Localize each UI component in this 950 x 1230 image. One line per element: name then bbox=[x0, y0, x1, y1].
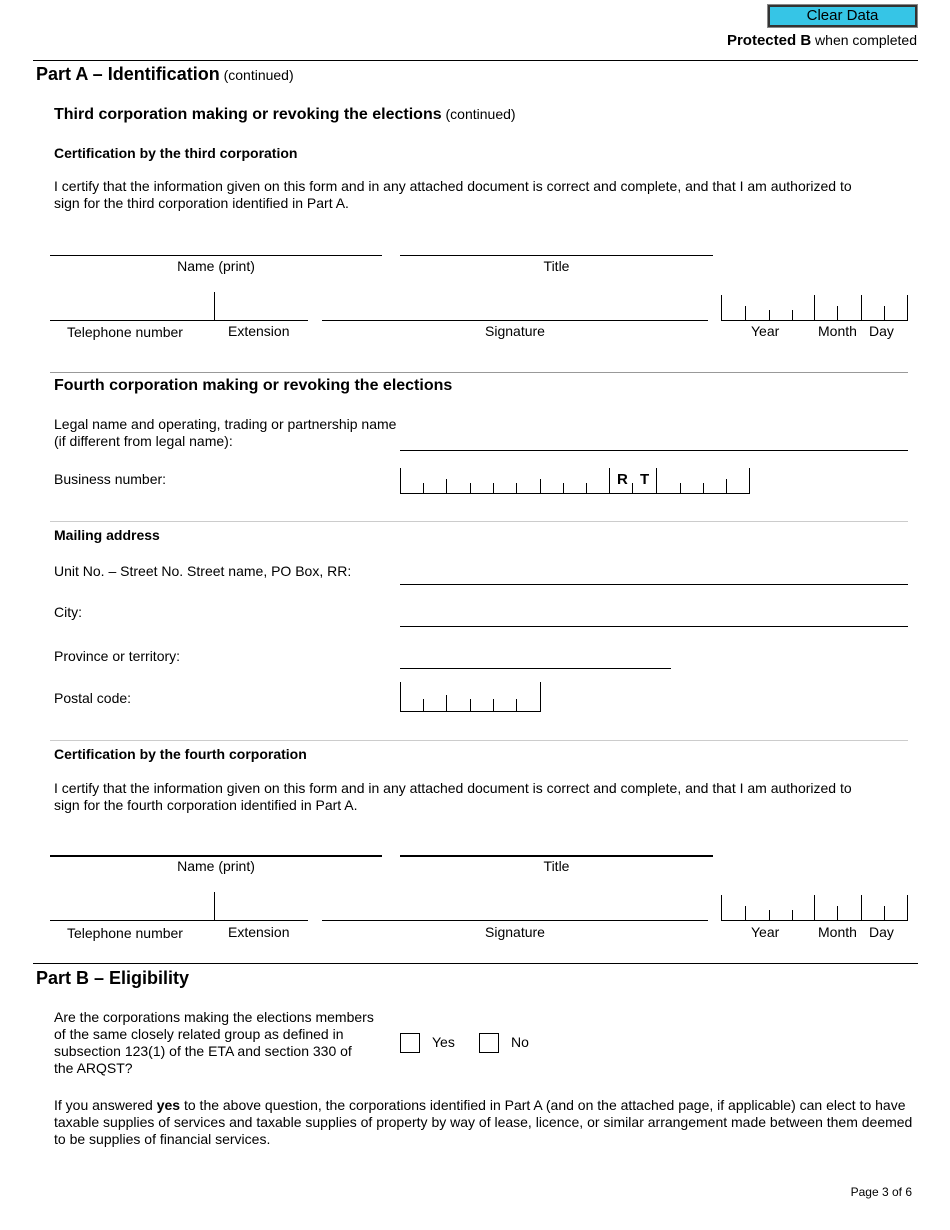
third-name-label: Name (print) bbox=[177, 258, 255, 274]
cert-divider bbox=[50, 740, 908, 741]
postal-code-label: Postal code: bbox=[54, 690, 132, 706]
fourth-name-label: Name (print) bbox=[177, 858, 255, 874]
yes-label: Yes bbox=[432, 1034, 455, 1050]
third-corp-title: Third corporation making or revoking the elections (continued) bbox=[54, 106, 516, 123]
fourth-telephone-input[interactable] bbox=[50, 920, 214, 921]
third-extension-input[interactable] bbox=[214, 320, 308, 321]
fourth-signature-input[interactable] bbox=[322, 920, 708, 921]
fourth-cert-text: I certify that the information given on this form and in any attached document is correct and complete, and that I am authorized to sign for the fourth corporation identified in Part A. bbox=[54, 780, 852, 813]
yes-checkbox[interactable] bbox=[400, 1033, 420, 1053]
mailing-address-title: Mailing address bbox=[54, 527, 160, 543]
fourth-business-number-input[interactable] bbox=[400, 469, 750, 494]
fourth-day-label: Day bbox=[869, 924, 894, 940]
third-day-label: Day bbox=[869, 323, 894, 339]
third-telephone-input[interactable] bbox=[50, 320, 214, 321]
fourth-legal-name-label: Legal name and operating, trading or partnership name (if different from legal name): bbox=[54, 416, 397, 449]
third-date-input[interactable] bbox=[721, 296, 908, 321]
mailing-divider bbox=[50, 521, 908, 522]
third-year-label: Year bbox=[751, 323, 780, 339]
fourth-telephone-divider bbox=[214, 892, 215, 921]
part-a-title: Part A – Identification (continued) bbox=[36, 64, 294, 84]
fourth-legal-name-input[interactable] bbox=[400, 450, 908, 451]
no-label: No bbox=[511, 1034, 529, 1050]
part-b-rule bbox=[33, 963, 918, 964]
fourth-title-label: Title bbox=[543, 858, 570, 874]
third-telephone-divider bbox=[214, 292, 215, 321]
eligibility-note: If you answered yes to the above question, the corporations identified in Part A (and on the attached page, if applicable) can elect to have taxable supplies of services and taxable supplies of property by way of lease, licence, or similar arrangement made between them deemed to be supplies of financial services. bbox=[54, 1097, 913, 1147]
fourth-extension-label: Extension bbox=[228, 924, 290, 940]
fourth-month-label: Month bbox=[818, 924, 857, 940]
third-month-label: Month bbox=[818, 323, 857, 339]
fourth-telephone-label: Telephone number bbox=[67, 925, 183, 941]
section-divider bbox=[50, 372, 908, 373]
street-input[interactable] bbox=[400, 584, 908, 585]
third-signature-input[interactable] bbox=[322, 320, 708, 321]
fourth-cert-title: Certification by the fourth corporation bbox=[54, 746, 307, 762]
province-label: Province or territory: bbox=[54, 648, 181, 664]
fourth-year-label: Year bbox=[751, 924, 780, 940]
third-cert-text: I certify that the information given on this form and in any attached document is correct and complete, and that I am authorized to sign for the third corporation identified in Part A. bbox=[54, 178, 852, 211]
protected-b-notice: Protected B when completed bbox=[726, 32, 917, 49]
part-b-title: Part B – Eligibility bbox=[36, 968, 190, 988]
city-label: City: bbox=[54, 604, 82, 620]
business-number-r: R bbox=[617, 471, 628, 488]
third-title-input[interactable] bbox=[400, 255, 713, 256]
third-cert-title: Certification by the third corporation bbox=[54, 145, 298, 161]
clear-data-button[interactable]: Clear Data bbox=[768, 5, 917, 27]
province-input[interactable] bbox=[400, 668, 671, 669]
street-label: Unit No. – Street No. Street name, PO Box, RR: bbox=[54, 563, 352, 579]
postal-code-input[interactable] bbox=[400, 683, 541, 712]
eligibility-question: Are the corporations making the elections members of the same closely related group as defined in subsection 123(1) of the ETA and section 330 of the ARQST? bbox=[54, 1009, 374, 1076]
third-telephone-label: Telephone number bbox=[67, 324, 183, 340]
fourth-business-number-label: Business number: bbox=[54, 471, 167, 487]
fourth-signature-label: Signature bbox=[485, 924, 545, 940]
fourth-title-input[interactable] bbox=[400, 855, 713, 857]
third-title-label: Title bbox=[543, 258, 570, 274]
third-extension-label: Extension bbox=[228, 323, 290, 339]
third-name-input[interactable] bbox=[50, 255, 382, 256]
no-checkbox[interactable] bbox=[479, 1033, 499, 1053]
third-signature-label: Signature bbox=[485, 323, 545, 339]
page-number: Page 3 of 6 bbox=[850, 1185, 912, 1199]
fourth-extension-input[interactable] bbox=[214, 920, 308, 921]
fourth-name-input[interactable] bbox=[50, 855, 382, 857]
city-input[interactable] bbox=[400, 626, 908, 627]
fourth-date-input[interactable] bbox=[721, 896, 908, 921]
top-rule bbox=[33, 60, 918, 61]
business-number-t: T bbox=[640, 471, 650, 488]
fourth-corp-title: Fourth corporation making or revoking the elections bbox=[54, 377, 453, 394]
